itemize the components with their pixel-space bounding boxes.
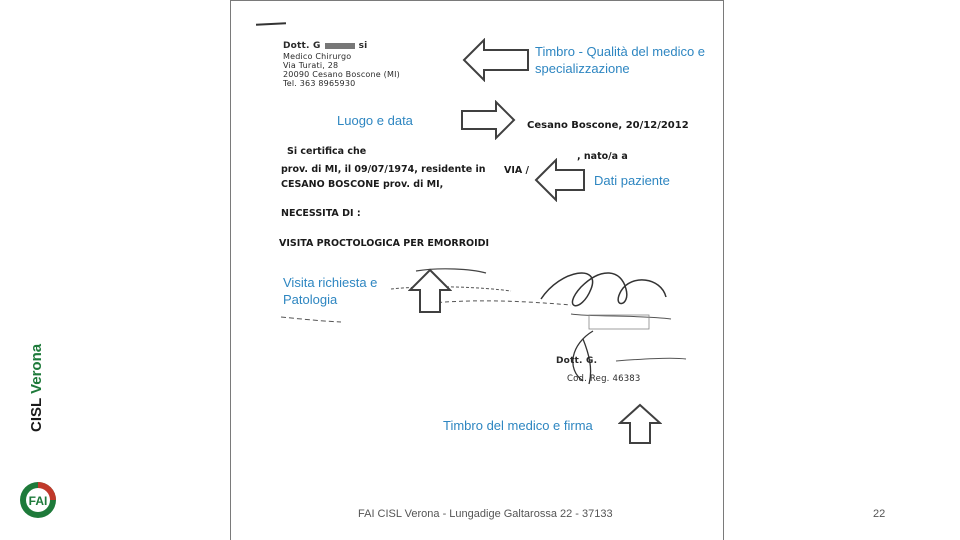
annotation-stamp-quality: Timbro - Qualità del medico e specializzazione [535,44,706,76]
certifies-text: Si certifica che [287,146,367,157]
page-number: 22 [873,508,886,520]
stamp-bottom-reg: Cod. Reg. 46383 [567,374,641,384]
annotation-patient-data: Dati paziente [594,173,670,188]
fai-badge-text: FAI [28,494,48,508]
place-date-text: Cesano Boscone, 20/12/2012 [527,120,689,131]
needs-text: NECESSITA DI : [281,208,361,219]
logo-text: CISL Verona [28,343,45,432]
birth-line-text: prov. di MI, il 09/07/1974, residente in [281,164,486,175]
patient-street-text: VIA / [504,165,530,176]
scan-mark [256,22,286,26]
stamp-street: Via Turati, 28 [283,61,339,70]
arrow-left-icon [534,158,586,202]
annotation-visit-requested: Visita richiesta e Patologia [283,275,378,307]
visit-text: VISITA PROCTOLOGICA PER EMORROIDI [279,238,490,249]
arrow-left-icon [462,38,532,82]
city-line-text: CESANO BOSCONE prov. di MI, [281,179,444,190]
born-text: , nato/a a [577,151,628,162]
arrow-up-icon [408,268,452,314]
stamp-phone: Tel. 363 8965930 [283,79,356,88]
stamp-doctor-name: Dott. G si [283,41,368,51]
stamp-bottom-name: Dott. G. [556,356,598,366]
stamp-city: 20090 Cesano Boscone (MI) [283,70,400,79]
annotation-place-date: Luogo e data [337,113,413,128]
fai-logo-icon [18,480,58,520]
arrow-right-icon [460,100,516,140]
stamp-role: Medico Chirurgo [283,52,352,61]
footer-address: FAI CISL Verona - Lungadige Galtarossa 22 - 37133 [358,508,613,520]
annotation-stamp-signature: Timbro del medico e firma [443,418,593,433]
arrow-up-icon [618,403,662,445]
